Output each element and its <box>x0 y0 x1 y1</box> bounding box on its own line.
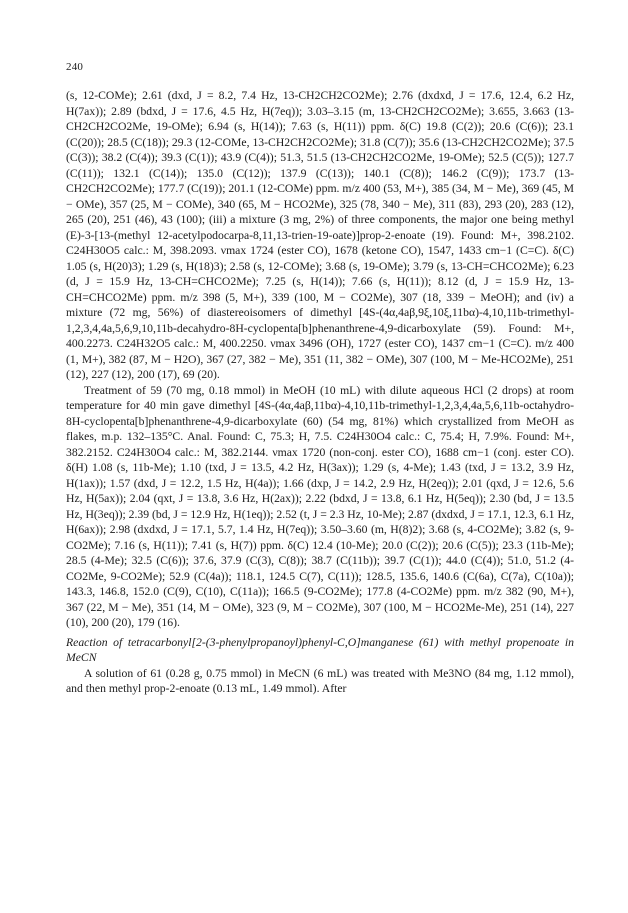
experimental-paragraph: A solution of 61 (0.28 g, 0.75 mmol) in MeCN (6 mL) was treated with Me3NO (84 mg, 1.12 mmol), and then methyl prop-2-enoate (0.13 mL, 1.49 mmol). After <box>66 666 574 695</box>
page-number: 240 <box>66 61 84 73</box>
article-body <box>66 88 574 697</box>
experimental-paragraph: Treatment of 59 (70 mg, 0.18 mmol) in MeOH (10 mL) with dilute aqueous HCl (2 drops) at room temperature for 40 min gave dimethyl [4S-(4α,4aβ,11bα)-4,10,11b-trimethyl-1,2,3,4,4a,5,6,11b-octahydro-8H-cyclopenta[b]phenanthrene-4,9-dicarboxylate (60) (54 mg, 81%) which crystallized from MeOH as flakes, m.p. 132–135°C. Anal. Found: C, 75.3; H, 7.5. C24H30O4 calc.: C, 75.4; H, 7.9%. Found: M+, 382.2152. C24H30O4 calc.: M, 382.2144. νmax 1720 (non-conj. ester CO), 1688 cm−1 (conj. ester CO). δ(H) 1.08 (s, 11b-Me); 1.10 (txd, J = 13.5, 4.2 Hz, H(3ax)); 1.29 (s, 4-Me); 1.43 (txd, J = 13.2, 3.9 Hz, H(1ax)); 1.57 (dxd, J = 12.2, 1.5 Hz, H(4a)); 1.66 (dxp, J = 14.2, 2.9 Hz, H(2eq)); 2.01 (qxd, J = 12.6, 5.6 Hz, H(5ax)); 2.04 (qxt, J = 13.8, 3.6 Hz, H(2ax)); 2.22 (bdxd, J = 13.8, 6.1 Hz, H(5eq)); 2.30 (bd, J = 13.5 Hz, H(3eq)); 2.39 (bd, J = 12.9 Hz, H(1eq)); 2.52 (t, J = 2.3 Hz, 10-Me); 2.87 (dxdxd, J = 17.1, 12.3, 6.1 Hz, H(6ax)); 2.98 (dxdxd, J = 17.1, 5.7, 1.4 Hz, H(7eq)); 3.50–3.60 (m, H(8)2); 3.68 (s, 4-CO2Me); 3.82 (s, 9-CO2Me); 7.16 (s, H(11)); 7.41 (s, H(7)) ppm. δ(C) 12.4 (10-Me); 20.0 (C(2)); 20.6 (C(5)); 23.3 (11b-Me); 28.5 (4-Me); 32.5 (C(6)); 37.6, 37.9 (C(3), C(8)); 38.7 (C(11b)); 39.7 (C(1)); 44.0 (C(4)); 51.0, 51.2 (4-CO2Me, 9-CO2Me); 52.9 (C(4a)); 118.1, 124.5 C(7), C(11)); 128.5, 135.6, 140.6 (C(6a), C(7a), C(10a)); 143.3, 146.8, 152.0 (C(9), C(10), C(11a)); 166.5 (9-CO2Me); 177.8 (4-CO2Me) ppm. m/z 382 (90, M+), 367 (22, M − Me), 351 (14, M − OMe), 323 (9, M − CO2Me), 307 (100, M − HCO2Me-Me), 251 (14), 227 (10), 200 (20), 179 (16). <box>66 383 574 629</box>
section-heading: Reaction of tetracarbonyl[2-(3-phenylpropanoyl)phenyl-C,O]manganese (61) with methyl propenoate in MeCN <box>66 635 574 664</box>
experimental-paragraph: (s, 12-COMe); 2.61 (dxd, J = 8.2, 7.4 Hz, 13-CH2CH2CO2Me); 2.76 (dxdxd, J = 17.6, 12.4, 6.2 Hz, H(7ax)); 2.89 (bdxd, J = 17.6, 4.5 Hz, H(7eq)); 3.03–3.15 (m, 13-CH2CH2CO2Me); 3.655, 3.663 (13-CH2CH2CO2Me, 19-OMe); 6.94 (s, H(14)); 7.63 (s, H(11)) ppm. δ(C) 19.8 (C(2)); 20.6 (C(6)); 23.1 (C(20)); 28.5 (C(18)); 29.3 (12-COMe, 13-CH2CH2CO2Me); 31.8 (C(7)); 35.6 (13-CH2CH2CO2Me); 37.5 (C(3)); 38.2 (C(4)); 39.3 (C(1)); 43.9 (C(4)); 51.3, 51.5 (13-CH2CH2CO2Me, 19-OMe); 52.5 (C(5)); 127.7 (C(11)); 132.1 (C(14)); 135.0 (C(12)); 137.9 (C(13)); 140.1 (C(8)); 146.2 (C(9)); 173.7 (13-CH2CH2CO2Me); 177.7 (C(19)); 201.1 (12-COMe) ppm. m/z 400 (53, M+), 385 (34, M − Me), 369 (45, M − OMe), 357 (25, M − COMe), 340 (65, M − HCO2Me), 325 (78, 340 − Me), 311 (83), 293 (20), 283 (12), 265 (20), 251 (46), 43 (100); (iii) a mixture (3 mg, 2%) of three components, the major one being methyl (E)-3-[13-(methyl 12-acetylpodocarpa-8,11,13-trien-19-oate)]prop-2-enoate (19). Found: M+, 398.2102. C24H30O5 calc.: M, 398.2093. νmax 1724 (ester CO), 1678 (ketone CO), 1547, 1433 cm−1 (C=C). δ(C) 1.05 (s, H(20)3); 1.29 (s, H(18)3); 2.58 (s, 12-COMe); 3.68 (s, 19-OMe); 3.79 (s, 13-CH=CHCO2Me); 6.23 (d, J = 15.9 Hz, 13-CH=CHCO2Me); 7.25 (s, H(14)); 7.66 (s, H(11)); 8.12 (d, J = 15.9 Hz, 13-CH=CHCO2Me) ppm. m/z 398 (5, M+), 339 (100, M − CO2Me), 307 (18, 339 − MeOH); and (iv) a mixture (72 mg, 56%) of diastereoisomers of dimethyl [4S-(4α,4aβ,9ξ,10ξ,11bα)-4,10,11b-trimethyl-1,2,3,4,4a,5,6,9,10,11b-decahydro-8H-cyclopenta[b]phenanthrene-4,9-dicarboxylate (59). Found: M+, 400.2273. C24H32O5 calc.: M, 400.2250. νmax 3496 (OH), 1727 (ester CO), 1437 cm−1 (C=C). m/z 400 (1, M+), 382 (87, M − H2O), 367 (27, 382 − Me), 351 (11, 382 − OMe), 307 (100, M − Me-HCO2Me), 251 (12), 227 (12), 200 (17), 69 (20). <box>66 89 574 381</box>
